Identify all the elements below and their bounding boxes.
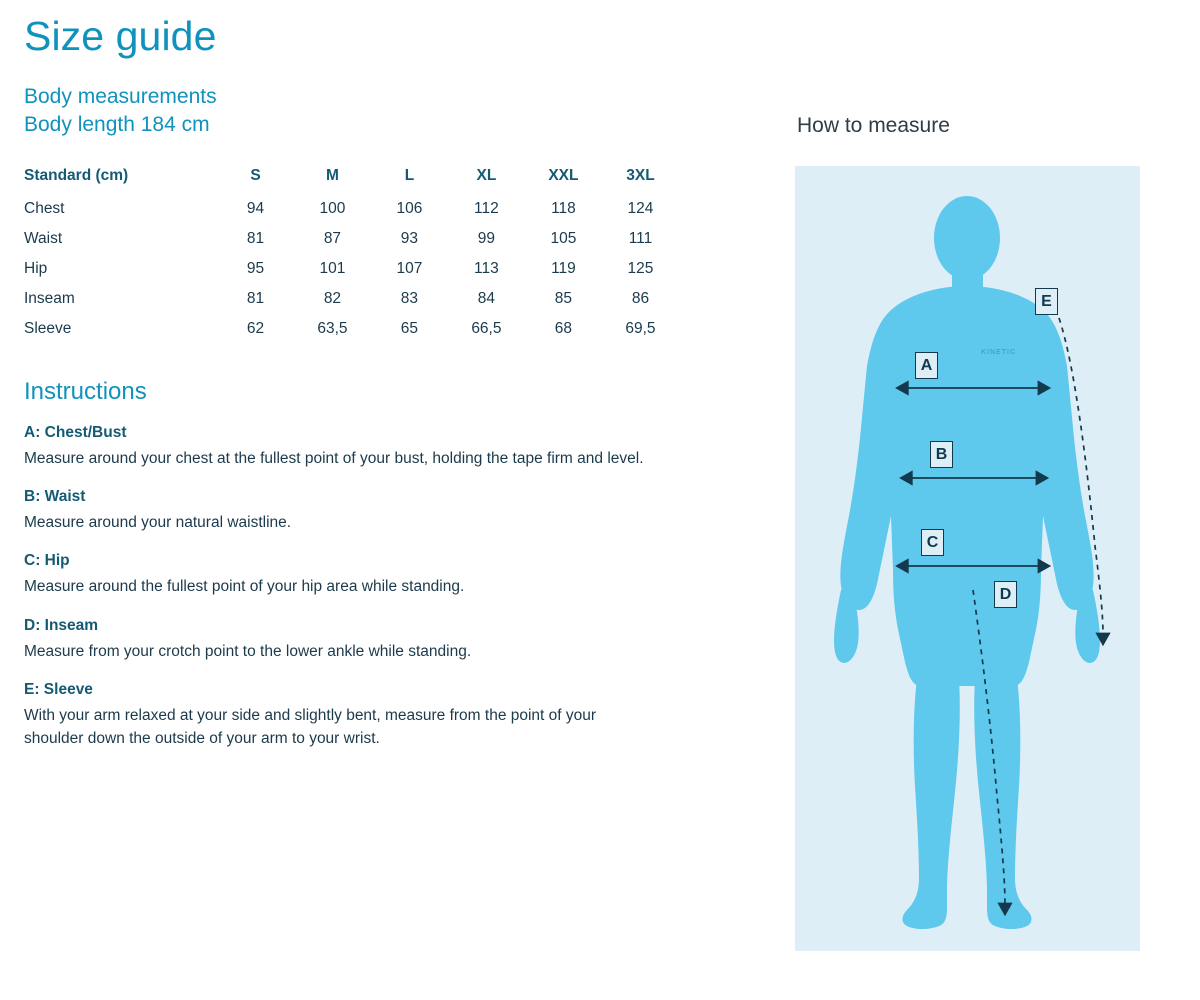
table-cell: 94 [246,199,265,217]
body-measurements-block [24,83,724,139]
badge-e-sleeve: E [1035,288,1058,315]
table-cell: 93 [400,229,419,247]
table-row-label: Chest [24,199,65,217]
instruction-item-sleeve [24,681,724,751]
table-cell: 68 [554,319,573,337]
table-cell: 83 [400,289,419,307]
table-header-cell: XL [476,166,497,184]
table-cell: 63,5 [317,319,348,337]
table-cell: 81 [246,229,265,247]
table-row-label: Inseam [24,289,75,307]
table-cell: 82 [323,289,342,307]
instruction-label: E: Sleeve [24,680,93,698]
table-cell: 101 [319,259,346,277]
table-row [24,194,679,224]
table-cell: 62 [246,319,265,337]
table-header-cell: XXL [548,166,579,184]
table-header-cell: 3XL [626,166,655,184]
table-cell: 118 [551,199,576,217]
table-row-label: Waist [24,229,63,247]
table-cell: 105 [550,229,577,247]
table-row [24,284,679,314]
instruction-label: A: Chest/Bust [24,423,127,441]
table-row [24,224,679,254]
table-cell: 69,5 [625,319,656,337]
table-cell: 125 [627,259,654,277]
instruction-item-waist [24,488,724,534]
table-cell: 111 [628,229,653,247]
body-measurements-heading: Body measurements [24,85,217,109]
table-cell: 65 [400,319,419,337]
table-cell: 84 [477,289,496,307]
badge-a-chest: A [915,352,938,379]
brand-mark: KINETIC [981,349,1016,356]
left-column [24,14,724,768]
table-cell: 95 [246,259,265,277]
table-cell: 107 [396,259,423,277]
table-header-cell: M [325,166,339,184]
table-header-row [24,161,679,194]
table-cell: 124 [627,199,654,217]
table-row-label: Hip [24,259,48,277]
table-cell: 113 [474,259,499,277]
table-cell: 81 [246,289,265,307]
instruction-item-inseam [24,617,724,663]
instruction-label: D: Inseam [24,616,99,634]
table-header-cell: Standard (cm) [24,166,129,184]
body-length-subheading: Body length 184 cm [24,113,210,137]
page-title: Size guide [24,13,217,59]
how-to-measure-heading: How to measure [797,114,950,137]
instruction-text: Measure around your chest at the fullest point of your bust, holding the tape firm and level. [24,449,644,467]
body-silhouette [834,196,1100,929]
table-cell: 87 [323,229,342,247]
table-cell: 106 [396,199,423,217]
table-cell: 85 [554,289,573,307]
instruction-text: Measure around the fullest point of your hip area while standing. [24,578,465,596]
instruction-label: B: Waist [24,488,86,506]
instruction-text: Measure from your crotch point to the lower ankle while standing. [24,642,472,660]
table-cell: 100 [319,199,346,217]
right-column [795,114,1140,951]
table-cell: 99 [477,229,496,247]
badge-d-inseam: D [994,581,1017,608]
table-header-cell: L [404,166,415,184]
size-table [24,161,679,344]
instruction-item-hip [24,552,724,598]
body-diagram-svg [795,166,1140,951]
how-to-measure-figure [795,166,1140,951]
table-row-label: Sleeve [24,319,72,337]
badge-c-hip: C [921,529,944,556]
table-header-cell: S [250,166,261,184]
table-cell: 112 [474,199,499,217]
table-cell: 119 [551,259,576,277]
table-cell: 66,5 [471,319,502,337]
instruction-text: Measure around your natural waistline. [24,514,292,532]
table-row [24,254,679,284]
badge-b-waist: B [930,441,953,468]
instruction-item-chest [24,424,724,470]
instructions-heading: Instructions [24,377,147,405]
instruction-text: With your arm relaxed at your side and slightly bent, measure from the point of your shoulder down the outside of your arm to your wrist. [24,706,597,748]
table-row [24,314,679,344]
instruction-label: C: Hip [24,552,70,570]
table-cell: 86 [631,289,650,307]
